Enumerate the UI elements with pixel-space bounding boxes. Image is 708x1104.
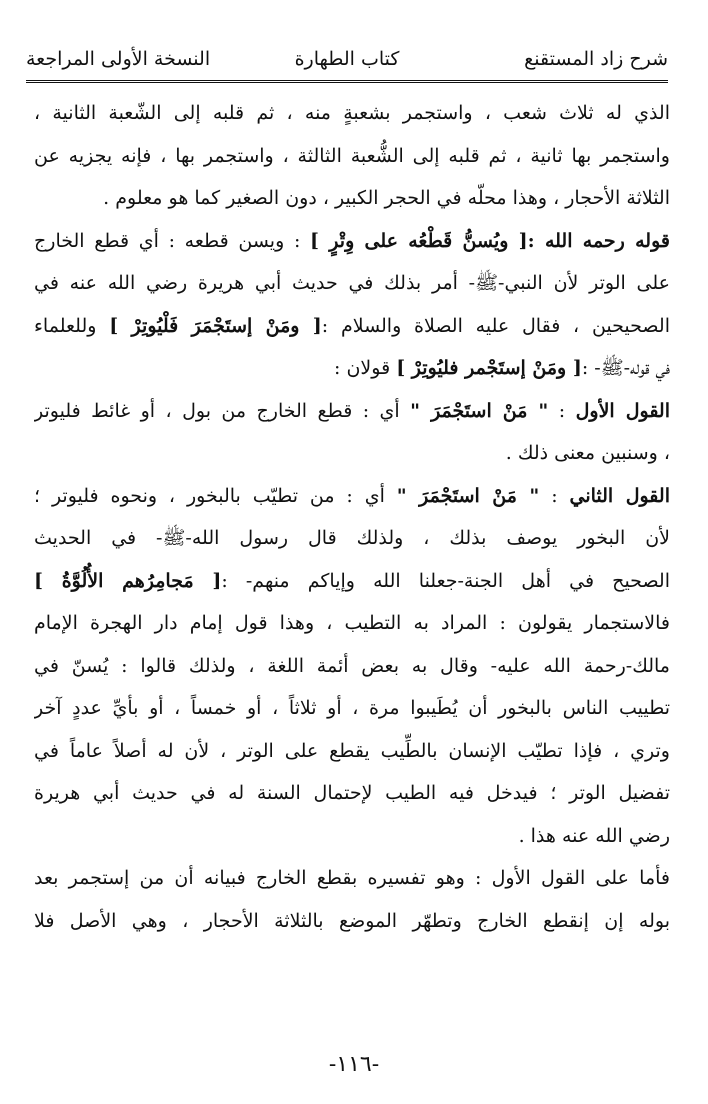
text-segment: الثلاثة الأحجار ، وهذا محلّه في الحجر الكبير ، دون الصغير كما هو معلوم . — [103, 187, 670, 209]
text-segment: بوله إن إنقطع الخارج وتطهّر الموضع بالثلاثة الأحجار ، وهي الأصل فلا — [34, 909, 670, 932]
header-book-title: شرح زاد المستقنع — [524, 48, 668, 70]
text-segment: أي : من تطيّب بالبخور ، ونحوه فليوتر ؛ — [34, 484, 397, 507]
text-segment: مالك-رحمة الله عليه- وقال به بعض أئمة اللغة ، ولذلك قالوا : يُسنّ في — [34, 654, 670, 677]
text-line — [34, 305, 670, 348]
text-segment: : ويسن قطعه : أي قطع الخارج — [34, 229, 311, 252]
text-line — [34, 220, 670, 263]
header-divider — [26, 80, 668, 83]
text-segment: رضي الله عنه هذا . — [518, 824, 670, 847]
text-segment: أي : قطع الخارج من بول ، أو غائط فليوتر — [34, 399, 411, 422]
text-line — [34, 772, 670, 815]
bold-text-segment: [ مَجامِرُهم الأُلُوَّةُ ] — [34, 569, 222, 592]
text-segment: فأما على القول الأول : وهو تفسيره بقطع الخارج فبيانه أن من إستجمر بعد — [34, 867, 670, 889]
text-segment: في قوله-ﷺ- : — [581, 357, 670, 379]
text-line — [34, 645, 670, 688]
text-line — [34, 900, 670, 943]
bold-text-segment: " مَنْ استَجْمَرَ " — [396, 484, 540, 507]
header-edition-note: النسخة الأولى المراجعة — [26, 48, 211, 70]
text-segment: لأن البخور يوصف بذلك ، ولذلك قال رسول الله-ﷺ- في الحديث — [34, 527, 670, 549]
text-segment: الصحيح في أهل الجنة-جعلنا الله وإياكم منهم- : — [221, 569, 670, 592]
bold-text-segment: [ ومَنْ إستَجْمر فليُوتِرْ ] — [396, 357, 582, 379]
text-segment: : — [548, 399, 576, 422]
text-line — [34, 432, 670, 475]
page-number: -١١٦- — [328, 1052, 380, 1077]
text-segment: على الوتر لأن النبي-ﷺ- أمر بذلك في حديث أبي هريرة رضي الله عنه في — [34, 272, 670, 294]
bold-text-segment: قوله رحمه الله :[ ويُسنُّ قَطْعُه على وِتْرٍ ] — [310, 229, 670, 252]
text-segment: فالاستجمار يقولون : المراد به التطيب ، وهذا قول إمام دار الهجرة الإمام — [34, 612, 670, 634]
bold-text-segment: القول الأول — [575, 399, 670, 422]
header-chapter-title: كتاب الطهارة — [294, 48, 400, 70]
page-header — [26, 42, 668, 82]
text-segment: قولان : — [334, 357, 397, 379]
text-segment: وتري ، فإذا تطيّب الإنسان بالطِّيب يقطع على الوتر ، لأن له أصلاً عاماً في — [34, 739, 670, 762]
text-line — [34, 177, 670, 220]
text-segment: الصحيحين ، فقال عليه الصلاة والسلام : — [321, 314, 670, 337]
text-line — [34, 815, 670, 858]
text-line — [34, 687, 670, 730]
text-segment: تطييب الناس بالبخور أن يُطَيبوا مرة ، أو ثلاثاً ، أو خمساً ، أو بأيِّ عددٍ آخر — [34, 697, 670, 719]
text-segment: تفضيل الوتر ؛ فيدخل فيه الطيب لإحتمال السنة له في حديث أبي هريرة — [34, 782, 670, 804]
text-line — [34, 390, 670, 433]
text-segment: وللعلماء — [34, 314, 110, 337]
text-segment: واستجمر بها ثانية ، ثم قلبه إلى الشُّعبة الثالثة ، واستجمر بها ، فإنه يجزيه عن — [34, 144, 670, 167]
text-line — [34, 262, 670, 305]
text-segment: : — [539, 484, 570, 507]
bold-text-segment: القول الثاني — [569, 484, 670, 507]
text-line — [34, 475, 670, 518]
bold-text-segment: [ ومَنْ إستَجْمَرَ فَلْيُوتِرْ ] — [109, 314, 322, 337]
bold-text-segment: " مَنْ استَجْمَرَ " — [410, 399, 549, 422]
text-segment: الذي له ثلاث شعب ، واستجمر بشعبةٍ منه ، ثم قلبه إلى الشّعبة الثانية ، — [34, 102, 670, 124]
text-line — [34, 135, 670, 178]
text-line — [34, 560, 670, 603]
text-line — [34, 857, 670, 900]
text-line — [34, 347, 670, 390]
text-line — [34, 517, 670, 560]
text-line — [34, 602, 670, 645]
text-line — [34, 730, 670, 773]
text-line — [34, 92, 670, 135]
body-text — [34, 92, 670, 942]
text-segment: ، وسنبين معنى ذلك . — [505, 442, 670, 464]
